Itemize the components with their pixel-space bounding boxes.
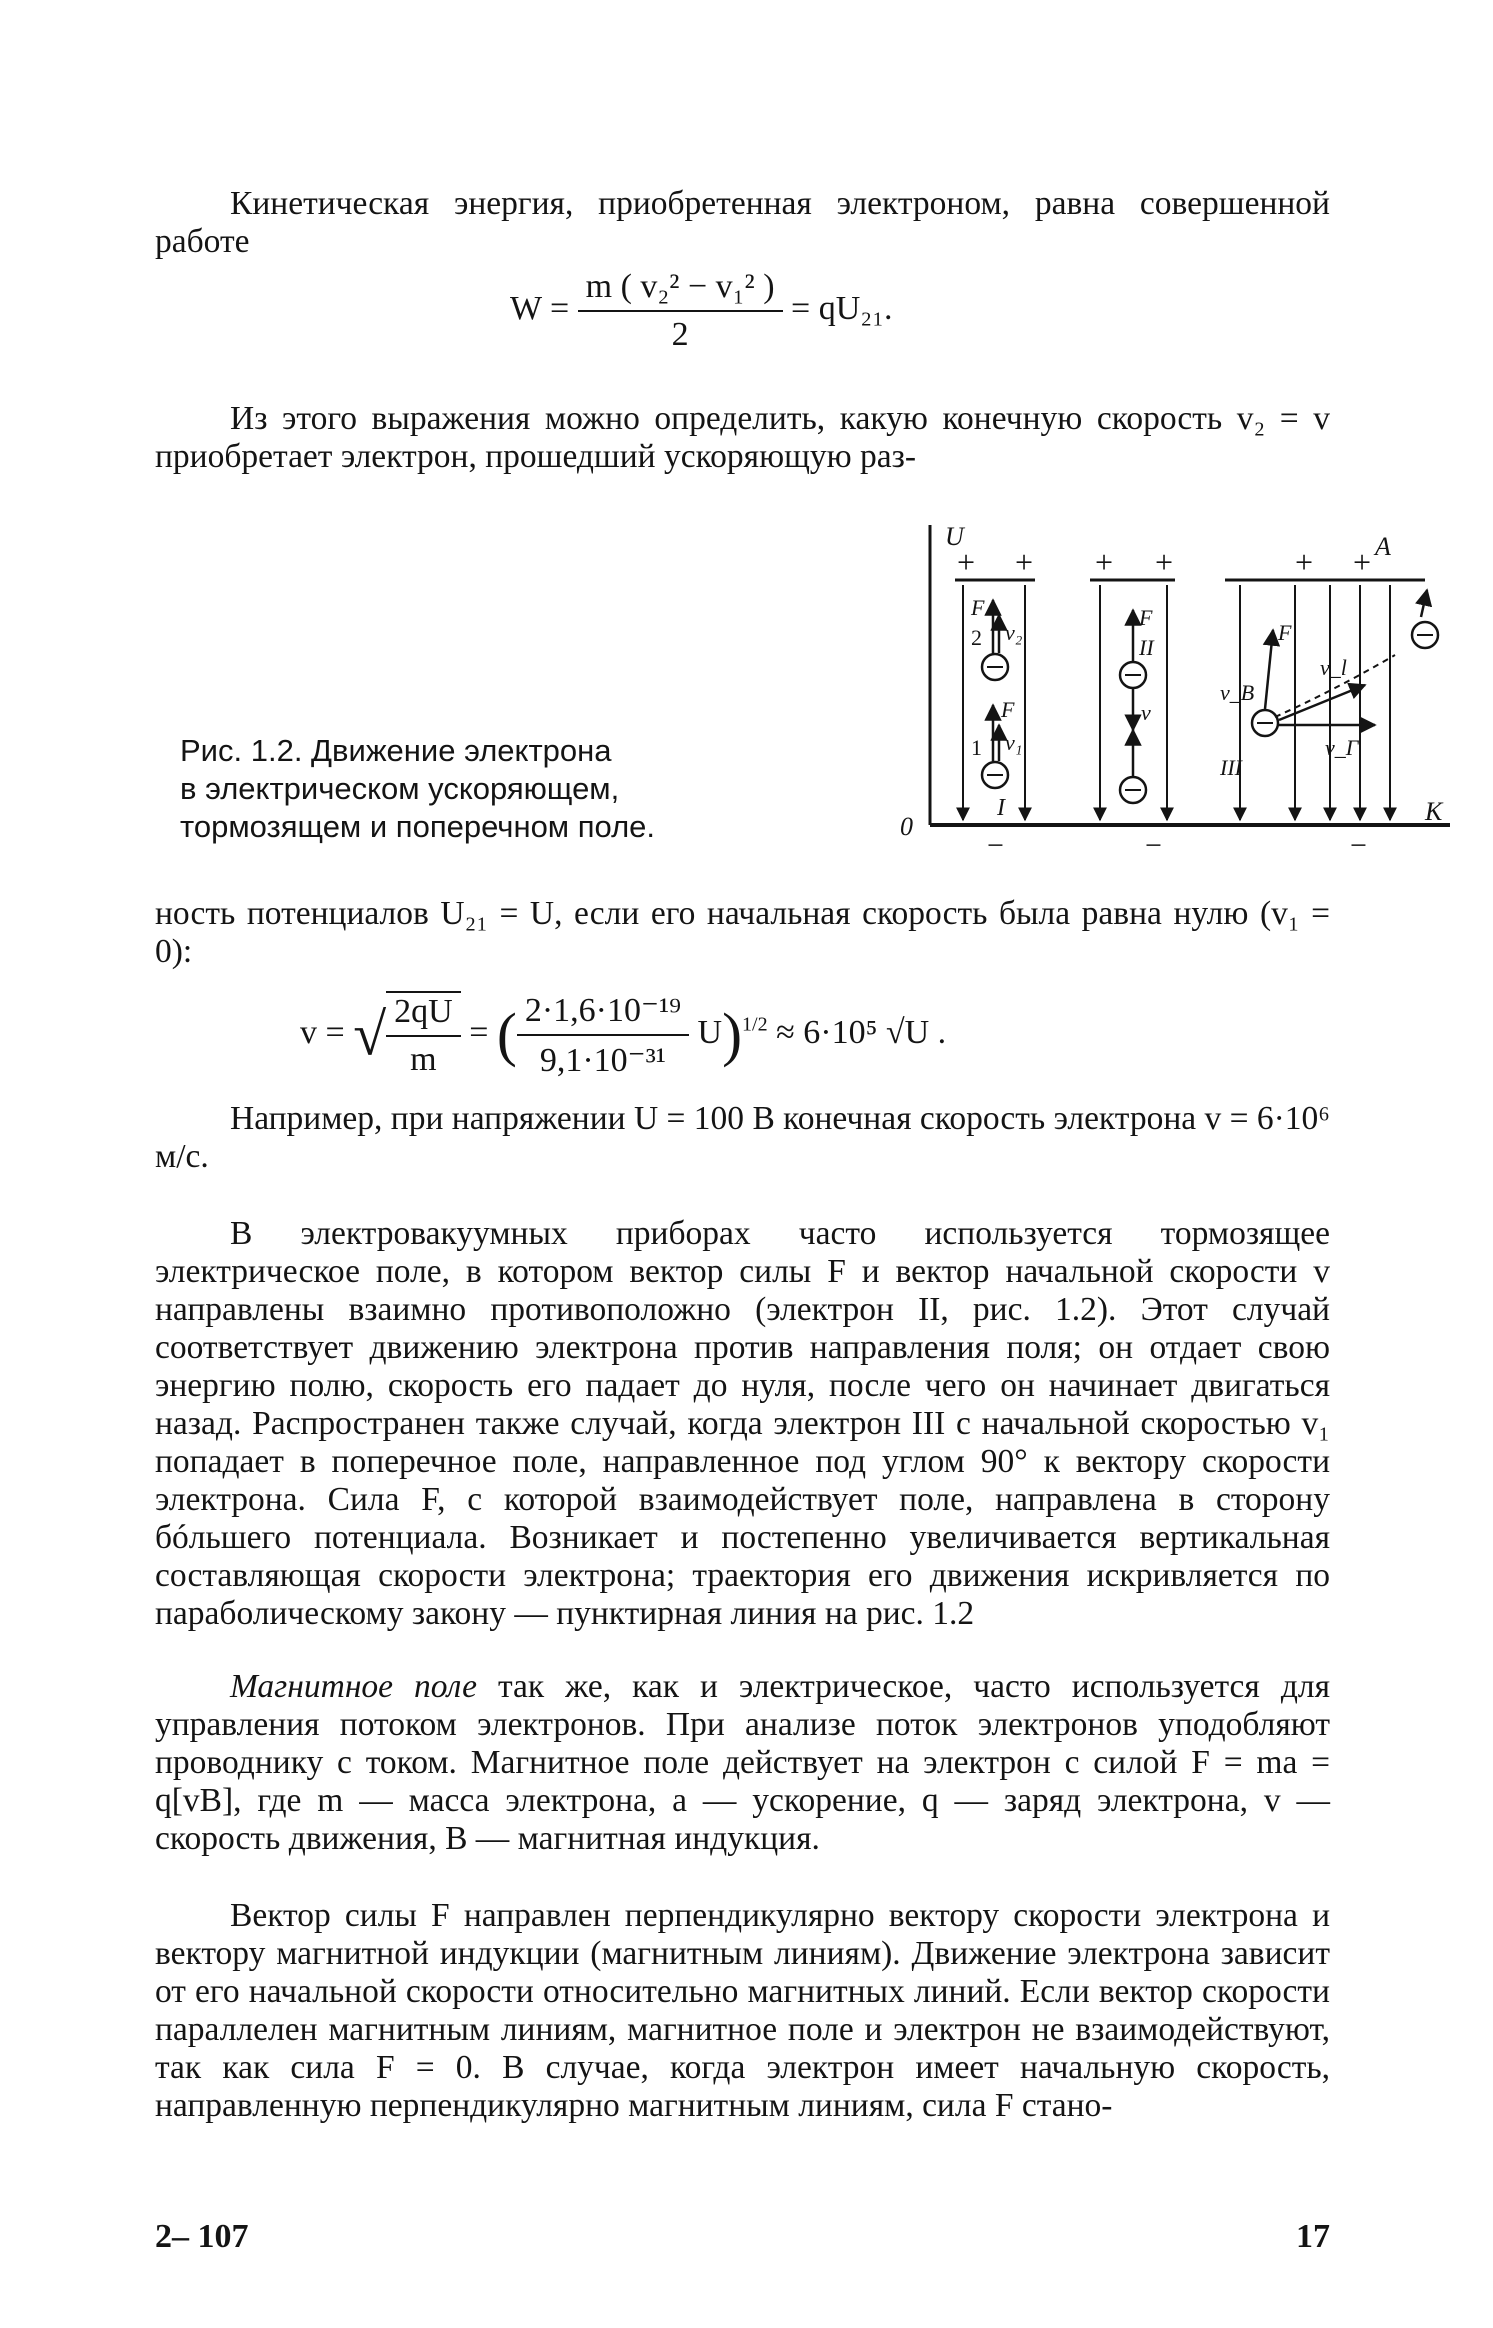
page <box>155 0 1443 2328</box>
formula-energy <box>510 268 892 354</box>
plus-sign: + <box>1095 544 1114 580</box>
formula-velocity-sqrt-num: 2qU <box>394 993 453 1030</box>
formula-velocity-paren-den: 9,1·10⁻³¹ <box>517 1034 689 1080</box>
paragraph-final-velocity: Из этого выражения можно определить, какую конечную скорость v₂ = v приобретает электрон, прошедший ускоряющую раз- <box>155 400 1330 475</box>
force-arrow <box>1265 630 1273 709</box>
caption-line-1: Рис. 1.2. Движение электрона <box>180 733 612 768</box>
formula-energy-numerator: m ( v₂² − v₁² ) <box>585 268 775 305</box>
formula-energy-denominator: 2 <box>578 310 783 354</box>
formula-velocity-rhs: ≈ 6·10⁵ √U . <box>776 1013 947 1051</box>
formula-velocity-eq: = <box>469 1013 489 1051</box>
magnetic-field-term: Магнитное поле <box>230 1668 478 1705</box>
formula-energy-rhs: = qU₂₁. <box>791 289 893 327</box>
formula-velocity-power: 1/2 <box>742 1013 768 1036</box>
label-f: F <box>1139 605 1153 630</box>
label-f: F <box>971 595 985 620</box>
label-anode: A <box>1375 532 1391 561</box>
label-v: v <box>1141 700 1151 725</box>
label-position-2: 2 <box>971 625 982 650</box>
formula-velocity-lhs: v = <box>300 1013 345 1051</box>
plus-sign: + <box>1015 544 1034 580</box>
label-v2: v₂ <box>1005 620 1023 645</box>
caption-line-2: в электрическом ускоряющем, <box>180 771 620 806</box>
label-cathode: K <box>1425 797 1443 826</box>
magnetic-field-text: так же, как и электрическое, часто используется для управления потоком электронов. При анализе поток электронов уподобляют проводнику с током. Магнитное поле действует на электрон с силой F = ma = q[vB], где m — масса электрона, a — ускорение, q — заряд электрона, v — скорость движения, B — магнитная индукция. <box>155 1668 1330 1857</box>
right-paren: ) <box>722 1001 743 1068</box>
minus-sign: − <box>1350 829 1367 862</box>
minus-sign: − <box>987 829 1004 862</box>
label-electron-ii: II <box>1139 635 1154 660</box>
label-electron-i: I <box>997 795 1005 821</box>
paragraph-kinetic-energy: Кинетическая энергия, приобретенная электроном, равна совершенной работе <box>155 185 1330 260</box>
formula-velocity-u: U <box>697 1013 723 1051</box>
paragraph-example: Например, при напряжении U = 100 В конечная скорость электрона v = 6·10⁶ м/с. <box>155 1100 1330 1175</box>
paragraph-braking-field: В электровакуумных приборах часто используется тормозящее электрическое поле, в котором вектор силы F и вектор начальной скорости v направлены взаимно противоположно (электрон II, рис. 1.2). Этот случай соответствует движению электрона против направления поля; он отдает свою энергию полю, скорость его падает до нуля, после чего он начинает двигаться назад. Распространен также случай, когда электрон III с начальной скоростью v₁ попадает в поперечное поле, направленное под углом 90° к вектору скорости электрона. Сила F, с которой взаимодействует поле, направлена в сторону бóльшего потенциала. Возникает и постепенно увеличивается вертикальная составляющая скорости электрона; траектория его движения искривляется по параболическому закону — пунктирная линия на рис. 1.2 <box>155 1215 1330 1632</box>
label-electron-iii: III <box>1220 755 1242 780</box>
sqrt-symbol: √ <box>353 1001 387 1068</box>
formula-velocity <box>300 990 946 1080</box>
formula-energy-fraction <box>578 268 783 354</box>
plus-sign: + <box>1155 544 1174 580</box>
velocity-arrow <box>1279 685 1365 720</box>
plus-sign: + <box>1295 544 1314 580</box>
paragraph-force-vector: Вектор силы F направлен перпендикулярно вектору скорости электрона и вектору магнитной индукции (магнитным линиям). Движение электрона зависит от его начальной скорости относительно магнитных линий. Если вектор скорости параллелен магнитным линиям, магнитное поле и электрон не взаимодействуют, так как сила F = 0. В случае, когда электрон имеет начальную скорость, направленную перпендикулярно магнитным линиям, сила F стано- <box>155 1897 1330 2124</box>
label-f: F <box>1278 620 1292 645</box>
plus-sign: + <box>1353 544 1372 580</box>
figure-electron-motion <box>735 505 1475 865</box>
exit-arrow <box>1421 590 1427 617</box>
minus-sign: − <box>1145 829 1162 862</box>
label-position-1: 1 <box>971 735 982 760</box>
formula-velocity-paren-fraction <box>517 990 689 1080</box>
left-paren: ( <box>496 1001 517 1068</box>
formula-velocity-sqrt-den: m <box>386 1035 461 1079</box>
label-vl: v_l <box>1320 655 1347 680</box>
label-vb: v_B <box>1220 680 1255 705</box>
formula-velocity-sqrt-fraction <box>386 991 461 1079</box>
caption-line-3: тормозящем и поперечном поле. <box>180 809 656 844</box>
formula-energy-lhs: W = <box>510 289 570 327</box>
axis-u-label: U <box>945 522 964 551</box>
paragraph-magnetic-field <box>155 1668 1330 1858</box>
formula-velocity-paren-num: 2·1,6·10⁻¹⁹ <box>524 992 681 1029</box>
label-v1: v₁ <box>1005 730 1023 755</box>
label-f: F <box>1001 697 1015 722</box>
figure-caption <box>180 732 655 846</box>
page-number: 17 <box>1296 2218 1330 2255</box>
footer-signature: 2– 107 <box>155 2218 249 2255</box>
paragraph-potential-difference: ность потенциалов U₂₁ = U, если его начальная скорость была равна нулю (v₁ = 0): <box>155 895 1330 970</box>
label-vr: v_Г <box>1325 735 1359 760</box>
axis-zero-label: 0 <box>900 812 913 841</box>
plus-sign: + <box>957 544 976 580</box>
